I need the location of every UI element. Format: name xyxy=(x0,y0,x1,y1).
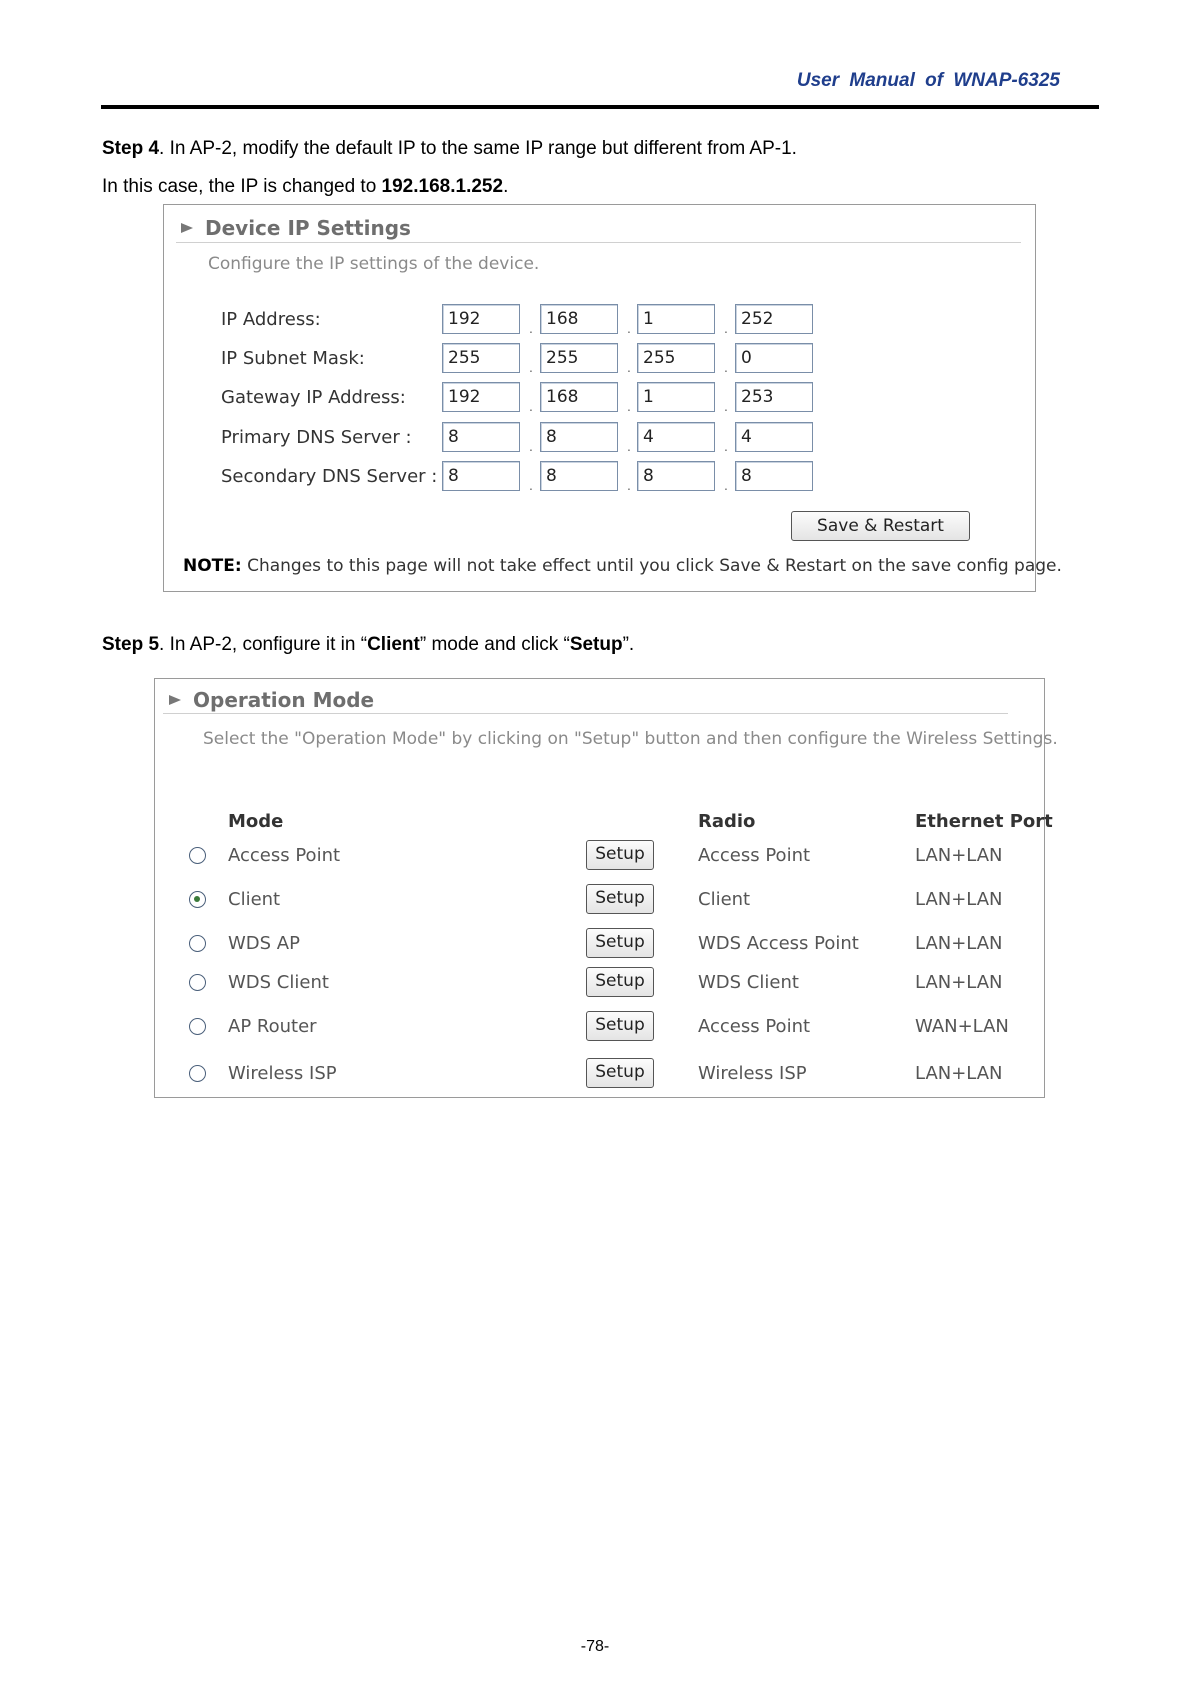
step5-text-b: ” mode and click “ xyxy=(419,634,570,655)
ethernet-port-config: LAN+LAN xyxy=(915,889,1003,910)
setup-button[interactable]: Setup xyxy=(586,928,654,958)
ip-octet-input[interactable]: 8 xyxy=(540,461,618,491)
ip-field-label: IP Subnet Mask: xyxy=(221,348,365,369)
column-header-radio: Radio xyxy=(698,811,756,832)
page-number: -78- xyxy=(580,1638,610,1655)
mode-name: WDS Client xyxy=(228,972,329,993)
radio-mode-name: WDS Access Point xyxy=(698,933,859,954)
ip-octet-input[interactable]: 8 xyxy=(540,422,618,452)
note-text: Changes to this page will not take effect until you click Save & Restart on the save config page. xyxy=(241,556,1062,576)
header-divider xyxy=(101,105,1099,109)
ip-octet-input[interactable]: 192 xyxy=(442,304,520,334)
save-restart-button[interactable]: Save & Restart xyxy=(791,511,970,541)
ip-field-label: Secondary DNS Server : xyxy=(221,466,438,487)
step4-line2-suffix: . xyxy=(503,176,509,197)
ethernet-port-config: WAN+LAN xyxy=(915,1016,1009,1037)
setup-button[interactable]: Setup xyxy=(586,840,654,870)
ip-octet-input[interactable]: 4 xyxy=(735,422,813,452)
mode-name: WDS AP xyxy=(228,933,300,954)
ip-octet-separator: . xyxy=(724,438,728,454)
ip-settings-note xyxy=(183,556,1062,576)
step5-button-name: Setup xyxy=(569,634,623,655)
ip-octet-input[interactable]: 4 xyxy=(637,422,715,452)
ip-octet-separator: . xyxy=(724,320,728,336)
mode-radio-button[interactable] xyxy=(189,1065,206,1082)
operation-mode-title xyxy=(169,688,374,712)
ip-settings-row xyxy=(0,422,1190,454)
ip-octet-input[interactable]: 8 xyxy=(442,422,520,452)
ip-octet-separator: . xyxy=(627,477,631,493)
ip-octet-separator: . xyxy=(724,477,728,493)
ip-octet-input[interactable]: 168 xyxy=(540,382,618,412)
setup-button[interactable]: Setup xyxy=(586,1058,654,1088)
radio-mode-name: Access Point xyxy=(698,1016,811,1037)
ip-octet-separator: . xyxy=(627,438,631,454)
ethernet-port-config: LAN+LAN xyxy=(915,1063,1003,1084)
ip-settings-row xyxy=(0,461,1190,493)
note-label: NOTE: xyxy=(183,556,242,576)
ip-octet-separator: . xyxy=(724,359,728,375)
column-header-mode: Mode xyxy=(228,811,284,832)
step5-paragraph xyxy=(102,634,634,656)
ip-octet-separator: . xyxy=(529,359,533,375)
step5-mode: Client xyxy=(367,634,420,655)
ip-octet-input[interactable]: 255 xyxy=(540,343,618,373)
radio-mode-name: WDS Client xyxy=(698,972,799,993)
mode-name: Access Point xyxy=(228,845,341,866)
ip-octet-input[interactable]: 252 xyxy=(735,304,813,334)
device-ip-settings-title xyxy=(181,216,411,240)
setup-button[interactable]: Setup xyxy=(586,1011,654,1041)
ip-octet-separator: . xyxy=(724,398,728,414)
ip-octet-input[interactable]: 0 xyxy=(735,343,813,373)
ip-octet-input[interactable]: 8 xyxy=(637,461,715,491)
radio-mode-name: Access Point xyxy=(698,845,811,866)
ip-octet-separator: . xyxy=(627,359,631,375)
ethernet-port-config: LAN+LAN xyxy=(915,933,1003,954)
step5-text-c: ”. xyxy=(622,634,635,655)
ip-octet-separator: . xyxy=(529,438,533,454)
mode-name: Client xyxy=(228,889,281,910)
radio-mode-name: Client xyxy=(698,889,751,910)
ip-octet-input[interactable]: 192 xyxy=(442,382,520,412)
operation-mode-row xyxy=(155,1011,1045,1045)
mode-name: Wireless ISP xyxy=(228,1063,337,1084)
ethernet-port-config: LAN+LAN xyxy=(915,845,1003,866)
ip-settings-row xyxy=(0,343,1190,375)
ip-field-label: Primary DNS Server : xyxy=(221,427,412,448)
mode-radio-button[interactable] xyxy=(189,1018,206,1035)
ip-octet-input[interactable]: 168 xyxy=(540,304,618,334)
ip-field-label: Gateway IP Address: xyxy=(221,387,406,408)
radio-mode-name: Wireless ISP xyxy=(698,1063,807,1084)
ip-octet-separator: . xyxy=(529,320,533,336)
panel-title-divider xyxy=(176,242,1021,243)
mode-radio-button[interactable] xyxy=(189,847,206,864)
operation-mode-row xyxy=(155,967,1045,1001)
step4-label: Step 4 xyxy=(102,138,160,159)
ip-octet-input[interactable]: 8 xyxy=(442,461,520,491)
ip-octet-input[interactable]: 1 xyxy=(637,304,715,334)
ip-octet-input[interactable]: 1 xyxy=(637,382,715,412)
manual-header-title: User Manual of WNAP-6325 xyxy=(796,70,1060,91)
ip-octet-input[interactable]: 8 xyxy=(735,461,813,491)
ip-octet-input[interactable]: 255 xyxy=(442,343,520,373)
operation-mode-row xyxy=(155,1058,1045,1092)
device-ip-settings-title-text: Device IP Settings xyxy=(205,216,411,240)
triangle-right-icon xyxy=(169,695,181,705)
operation-mode-row xyxy=(155,884,1045,918)
operation-mode-title-text: Operation Mode xyxy=(193,688,375,712)
panel-title-divider xyxy=(163,713,1008,714)
step4-line2-prefix: In this case, the IP is changed to xyxy=(102,176,382,197)
ip-octet-input[interactable]: 255 xyxy=(637,343,715,373)
operation-mode-description: Select the "Operation Mode" by clicking on "Setup" button and then configure the Wireless Settings. xyxy=(203,729,1058,749)
ip-settings-row xyxy=(0,382,1190,414)
mode-radio-button[interactable] xyxy=(189,935,206,952)
step4-paragraph xyxy=(102,138,797,160)
step4-ip: 192.168.1.252 xyxy=(381,176,504,197)
step4-ip-paragraph xyxy=(102,176,508,198)
ip-settings-row xyxy=(0,304,1190,336)
mode-name: AP Router xyxy=(228,1016,317,1037)
mode-radio-button[interactable] xyxy=(189,891,206,908)
triangle-right-icon xyxy=(181,223,193,233)
device-ip-settings-description: Configure the IP settings of the device. xyxy=(208,254,540,274)
step5-label: Step 5 xyxy=(102,634,160,655)
step4-text: . In AP-2, modify the default IP to the same IP range but different from AP-1. xyxy=(159,138,797,159)
setup-button[interactable]: Setup xyxy=(586,884,654,914)
column-header-ethernet-port: Ethernet Port xyxy=(915,811,1053,832)
operation-mode-row xyxy=(155,928,1045,962)
ip-octet-separator: . xyxy=(627,398,631,414)
ip-octet-input[interactable]: 253 xyxy=(735,382,813,412)
ip-octet-separator: . xyxy=(627,320,631,336)
setup-button[interactable]: Setup xyxy=(586,967,654,997)
ip-octet-separator: . xyxy=(529,477,533,493)
mode-radio-button[interactable] xyxy=(189,974,206,991)
operation-mode-row xyxy=(155,840,1045,874)
ethernet-port-config: LAN+LAN xyxy=(915,972,1003,993)
ip-field-label: IP Address: xyxy=(221,309,321,330)
step5-text-a: . In AP-2, configure it in “ xyxy=(159,634,368,655)
ip-octet-separator: . xyxy=(529,398,533,414)
